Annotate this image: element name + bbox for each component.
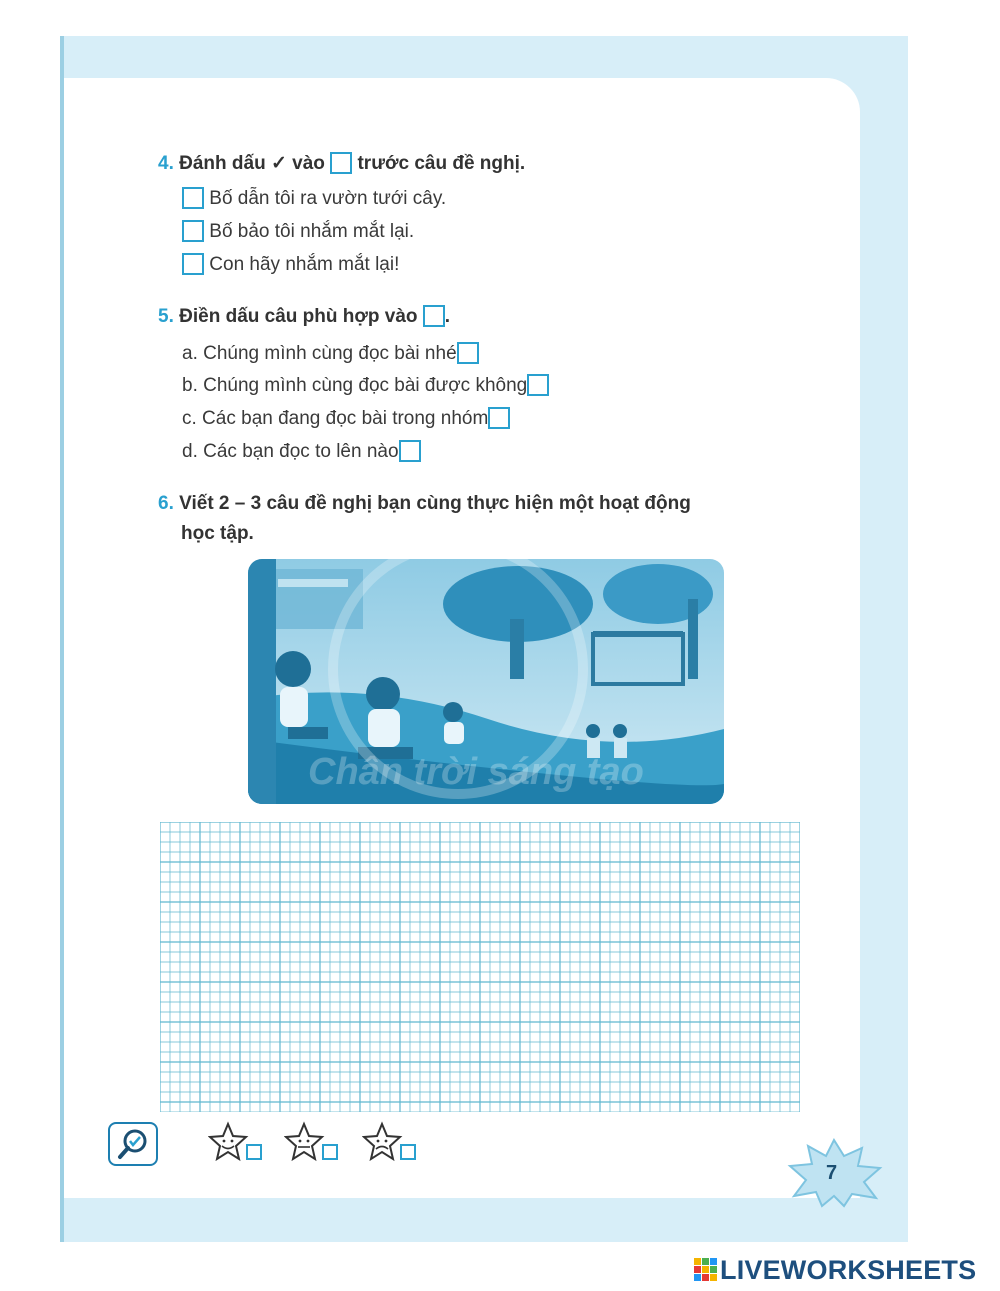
q5-answer-box-a[interactable] [457,342,479,364]
q5-item-a-text: a. Chúng mình cùng đọc bài nhé [182,343,457,364]
illustration-children-reading [248,559,724,804]
writing-grid[interactable] [160,822,800,1112]
liveworksheets-logo [694,1255,976,1286]
q6-number: 6. [158,493,174,514]
q4-option-2 [182,220,414,243]
q6-title-line2: học tập. [181,523,254,544]
writing-grid-lines [160,822,800,1112]
q5-answer-box-c[interactable] [488,407,510,429]
q4-title [158,152,525,175]
q5-item-d-text: d. Các bạn đọc to lên nào [182,441,399,462]
q5-answer-box-d[interactable] [399,440,421,462]
q5-title [158,305,450,328]
magnifier-icon [110,1124,156,1164]
sad-star-checkbox[interactable] [400,1144,416,1160]
q4-option-1 [182,187,446,210]
q4-option-3-label: Con hãy nhắm mắt lại! [209,254,400,275]
q5-item-a [182,342,479,365]
q5-number: 5. [158,306,174,327]
happy-star-checkbox[interactable] [246,1144,262,1160]
happy-star-rating [208,1120,264,1171]
q5-item-c-text: c. Các bạn đang đọc bài trong nhóm [182,408,489,429]
self-assessment-badge [108,1122,158,1166]
q6-title [158,493,691,515]
q4-checkbox-1[interactable] [182,187,204,209]
q4-title-box [330,152,352,174]
neutral-star-rating [284,1120,340,1171]
q4-number: 4. [158,153,174,174]
q4-title-part1: Đánh dấu ✓ vào [179,153,325,174]
sad-star-rating [362,1120,418,1171]
q5-title-text: Điền dấu câu phù hợp vào [179,306,418,327]
q6-title-line1: Viết 2 – 3 câu đề nghị bạn cùng thực hiện một hoạt động [179,493,691,514]
q5-item-c [182,407,510,430]
q5-title-box [423,305,445,327]
page-number: 7 [826,1162,838,1184]
q4-option-1-label: Bố dẫn tôi ra vườn tưới cây. [209,188,447,209]
q4-option-2-label: Bố bảo tôi nhắm mắt lại. [209,221,415,242]
q5-item-b [182,374,549,397]
q4-option-3 [182,253,399,276]
q5-item-b-text: b. Chúng mình cùng đọc bài được không [182,375,528,396]
q4-checkbox-2[interactable] [182,220,204,242]
neutral-star-checkbox[interactable] [322,1144,338,1160]
q5-answer-box-b[interactable] [527,374,549,396]
q4-title-part2: trước câu đề nghị. [357,153,526,174]
liveworksheets-mark-icon [694,1258,718,1282]
q5-item-d [182,440,421,463]
scene-svg [248,559,724,804]
brand-text: LIVEWORKSHEETS [720,1255,977,1285]
q4-checkbox-3[interactable] [182,253,204,275]
watermark-text: Chân trời sáng tạo [308,751,644,793]
q5-title-end: . [444,306,451,327]
